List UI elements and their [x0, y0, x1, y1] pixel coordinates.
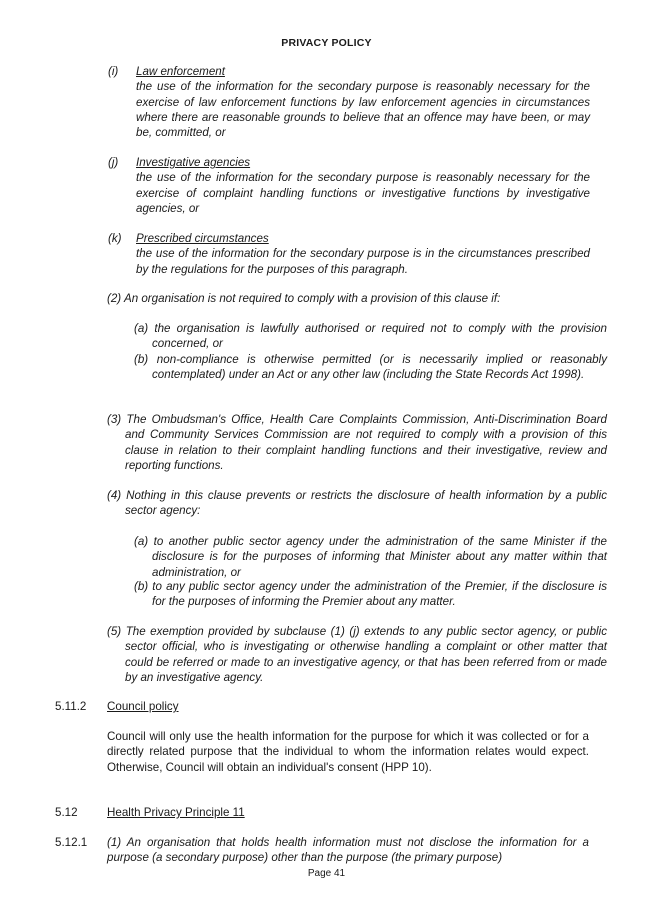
item-law-enforcement: [108, 64, 590, 140]
item-heading: Law enforcement: [136, 65, 225, 78]
clause-2-b: (b) non-compliance is otherwise permitted (or is necessarily implied or reasonably contemplated) under an Act or any other law (including the State Records Act 1998).: [134, 353, 607, 382]
page-header-title: PRIVACY POLICY: [281, 37, 372, 49]
clause-4: (4) Nothing in this clause prevents or restricts the disclosure of health information by a public sector agency:: [107, 489, 607, 518]
clause-2: (2) An organisation is not required to comply with a provision of this clause if:: [107, 292, 501, 305]
hpp11-clause-1: (1) An organisation that holds health information must not disclose the information for a purpose (a secondary purpose) other than the purpose (the primary purpose): [107, 836, 589, 865]
clause-5: (5) The exemption provided by subclause (1) (j) extends to any public sector agency, or public sector official, who is investigating or otherwise handling a complaint or other matter that could be referred or made to an investigative agency, or that has been referred from or made by an investigative agency.: [107, 625, 607, 684]
item-marker: (j): [108, 156, 119, 169]
item-text: the use of the information for the secondary purpose is in the circumstances prescribed by the regulations for the purposes of this paragraph.: [136, 247, 590, 276]
council-policy-text: Council will only use the health information for the purpose for which it was collected or for a directly related purpose that the individual to whom the information relates would expect. Otherwise, Council will obtain an individual's consent (HPP 10).: [107, 730, 589, 774]
item-investigative-agencies: [108, 155, 590, 216]
item-heading: Investigative agencies: [136, 156, 251, 169]
item-marker: (k): [108, 232, 122, 245]
section-title: Health Privacy Principle 11: [107, 806, 245, 819]
page-number: Page 41: [307, 868, 346, 879]
item-heading: Prescribed circumstances: [136, 232, 269, 245]
clause-4-a: (a) to another public sector agency under the administration of the same Minister if the disclosure is for the purposes of informing that Minister about any matter within that administration, or: [134, 535, 607, 579]
section-number: 5.12: [55, 806, 78, 819]
item-prescribed-circumstances: [108, 231, 590, 277]
clause-3: (3) The Ombudsman's Office, Health Care Complaints Commission, Anti-Discrimination Board and Community Services Commission are not required to comply with a provision of this clause in relation to their complaint handling functions and their investigative, review and reporting functions.: [107, 413, 607, 472]
section-number: 5.12.1: [55, 836, 88, 849]
item-text: the use of the information for the secondary purpose is reasonably necessary for the exercise of complaint handling functions or investigative functions by investigative agencies, or: [136, 171, 590, 215]
clause-2-a: (a) the organisation is lawfully authorised or required not to comply with the provision concerned, or: [134, 322, 607, 351]
section-number: 5.11.2: [55, 700, 87, 713]
item-text: the use of the information for the secondary purpose is reasonably necessary for the exercise of law enforcement functions by law enforcement agencies in circumstances where there are reasonable grounds to believe that an offence may have been, or may be, committed, or: [136, 80, 590, 140]
section-title: Council policy: [107, 700, 179, 713]
clause-4-b: (b) to any public sector agency under the administration of the Premier, if the disclosure is for the purposes of informing the Premier about any matter.: [134, 580, 607, 609]
item-marker: (i): [108, 65, 119, 78]
